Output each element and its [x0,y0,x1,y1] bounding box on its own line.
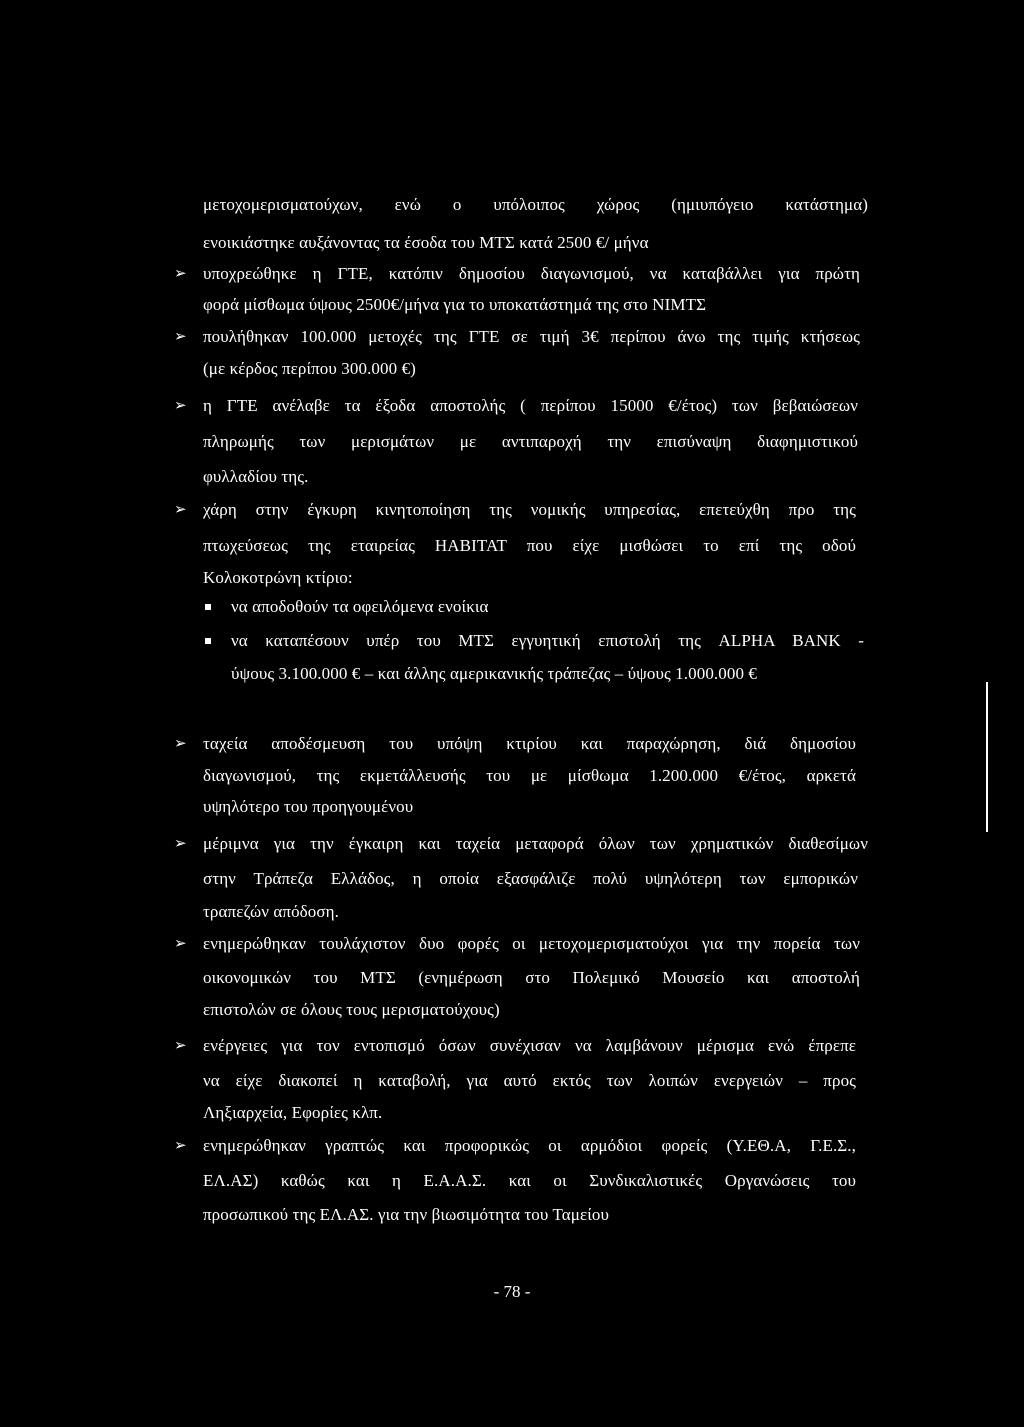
text-line: ενημερώθηκαν γραπτώς και προφορικώς οι αρμόδιοι φορείς (Υ.ΕΘ.Α, Γ.Ε.Σ., [203,1136,856,1155]
arrow-bullet-icon: ➢ [174,1038,187,1054]
text-line: ενημερώθηκαν τουλάχιστον δυο φορές οι μετοχομερισματούχοι για την πορεία των [203,934,860,953]
text-line: υποχρεώθηκε η ΓΤΕ, κατόπιν δημοσίου διαγωνισμού, να καταβάλλει για πρώτη [203,264,860,283]
text-line: να αποδοθούν τα οφειλόμενα ενοίκια [231,597,489,616]
square-bullet-icon [205,604,211,610]
text-line: να είχε διακοπεί η καταβολή, για αυτό εκτός των λοιπών ενεργειών – προς [203,1071,856,1090]
text-line: ΕΛ.ΑΣ) καθώς και η Ε.Α.Α.Σ. και οι Συνδικαλιστικές Οργανώσεις του [203,1171,856,1190]
arrow-bullet-icon: ➢ [174,836,187,852]
text-line: μέριμνα για την έγκαιρη και ταχεία μεταφορά όλων των χρηματικών διαθεσίμων [203,834,868,853]
text-line: ύψους 3.100.000 € – και άλλης αμερικανικής τράπεζας – ύψους 1.000.000 € [231,664,758,683]
arrow-bullet-icon: ➢ [174,266,187,282]
arrow-bullet-icon: ➢ [174,502,187,518]
margin-rule [986,682,988,832]
arrow-bullet-icon: ➢ [174,1138,187,1154]
text-line: φυλλαδίου της. [203,467,309,486]
text-line: ενέργειες για τον εντοπισμό όσων συνέχισαν να λαμβάνουν μέρισμα ενώ έπρεπε [203,1036,856,1055]
arrow-bullet-icon: ➢ [174,736,187,752]
arrow-bullet-icon: ➢ [174,936,187,952]
text-line: πουλήθηκαν 100.000 μετοχές της ΓΤΕ σε τιμή 3€ περίπου άνω της τιμής κτήσεως [203,327,860,346]
page-number: - 78 - [493,1282,531,1301]
text-line: πληρωμής των μερισμάτων με αντιπαροχή την επισύναψη διαφημιστικού [203,432,858,451]
text-line: ενοικιάστηκε αυξάνοντας τα έσοδα του ΜΤΣ κατά 2500 €/ μήνα [203,233,649,252]
text-line: (με κέρδος περίπου 300.000 €) [203,359,416,378]
text-line: μετοχομερισματούχων, ενώ ο υπόλοιπος χώρος (ημιυπόγειο κατάστημα) [203,195,868,214]
text-line: οικονομικών του ΜΤΣ (ενημέρωση στο Πολεμικό Μουσείο και αποστολή [203,968,860,987]
text-line: διαγωνισμού, της εκμετάλλευσής του με μίσθωμα 1.200.000 €/έτος, αρκετά [203,766,856,785]
arrow-bullet-icon: ➢ [174,398,187,414]
text-line: τραπεζών απόδοση. [203,902,339,921]
text-line: επιστολών σε όλους τους μερισματούχους) [203,1000,500,1019]
text-line: να καταπέσουν υπέρ του ΜΤΣ εγγυητική επιστολή της ALPHA BANK - [231,631,864,650]
text-line: προσωπικού της ΕΛ.ΑΣ. για την βιωσιμότητα του Ταμείου [203,1205,610,1224]
square-bullet-icon [205,638,211,644]
text-line: υψηλότερο του προηγουμένου [203,797,414,816]
text-line: φορά μίσθωμα ύψους 2500€/μήνα για το υποκατάστημά της στο ΝΙΜΤΣ [203,295,707,314]
text-line: η ΓΤΕ ανέλαβε τα έξοδα αποστολής ( περίπου 15000 €/έτος) των βεβαιώσεων [203,396,858,415]
text-line: χάρη στην έγκυρη κινητοποίηση της νομικής υπηρεσίας, επετεύχθη προ της [203,500,856,519]
text-line: Ληξιαρχεία, Εφορίες κλπ. [203,1103,383,1122]
text-line: Κολοκοτρώνη κτίριο: [203,568,353,587]
text-line: ταχεία αποδέσμευση του υπόψη κτιρίου και παραχώρηση, διά δημοσίου [203,734,856,753]
text-line: πτωχεύσεως της εταιρείας HABITAT που είχε μισθώσει το επί της οδού [203,536,856,555]
arrow-bullet-icon: ➢ [174,329,187,345]
text-line: στην Τράπεζα Ελλάδος, η οποία εξασφάλιζε πολύ υψηλότερη των εμπορικών [203,869,858,888]
